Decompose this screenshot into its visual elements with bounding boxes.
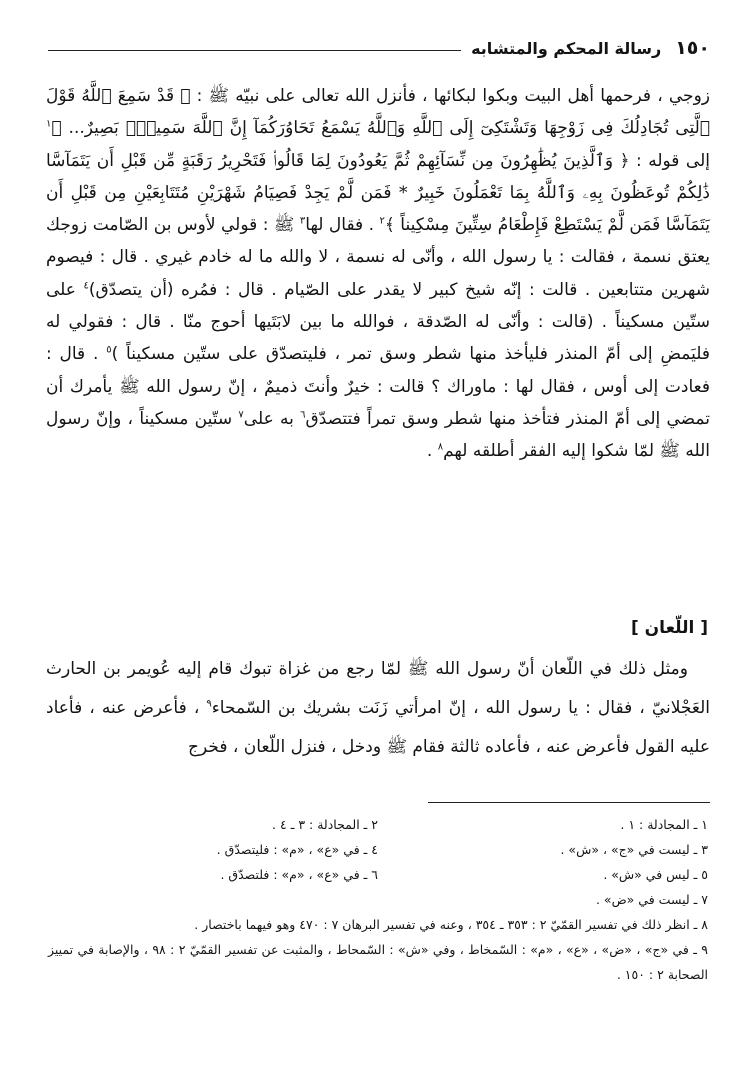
footnote-row bbox=[48, 812, 708, 837]
footnote-1: ١ ـ المجادلة : ١ . bbox=[620, 817, 708, 832]
footnote-ref: ٥ bbox=[106, 344, 112, 356]
footnote-ref: ٦ bbox=[300, 409, 306, 421]
quran-verse: ﴿ قَدْ سَمِعَ ٱللَّهُ قَوْلَ ٱلَّتِى تُجَادِلُكَ فِى زَوْجِهَا وَتَشْتَكِىٓ إِلَى ٱللَّهِ وَٱللَّهُ يَسْمَعُ تَحَاوُرَكُمَآ إِنَّ ٱللَّهَ سَمِيعٌۢ بَصِيرٌ... ﴾ bbox=[46, 86, 710, 139]
footnote-ref: ١ bbox=[46, 118, 52, 130]
section-heading: [ اللّعان ] bbox=[630, 618, 708, 638]
footnote-4: ٤ ـ في «ع» ، «م» : فليتصدّق . bbox=[216, 842, 378, 857]
header-rule bbox=[48, 50, 461, 51]
text-run: . قال : فعادت إلى أوس ، فقال لها : ماوراك ؟ قالت : خيرٌ وأنتَ ذميمٌ ، إنّ رسول الله ﷺ يأمرك أن تمضي إلى أمّ المنذر فتأخذ منها شطر وسق تمراً فتتصدّق bbox=[46, 344, 710, 429]
main-text-block bbox=[46, 80, 710, 468]
footnote-ref: ٤ bbox=[83, 280, 89, 292]
quran-verse: ﴿ وَٱلَّذِينَ يُظَٰهِرُونَ مِن نِّسَآئِهِمْ ثُمَّ يَعُودُونَ لِمَا قَالُوا۟ فَتَحْرِيرُ رَقَبَةٍ مِّن قَبْلِ أَن يَتَمَآسَّا ذَٰلِكُمْ تُوعَظُونَ بِهِۦ وَٱللَّهُ بِمَا تَعْمَلُونَ خَبِيرٌ * فَمَن لَّمْ يَجِدْ فَصِيَامُ شَهْرَيْنِ مُتَتَابِعَيْنِ مِن قَبْلِ أَن يَتَمَآسَّا فَمَن لَّمْ يَسْتَطِعْ فَإِطْعَامُ سِتِّينَ مِسْكِيناً ﴾ bbox=[46, 150, 710, 236]
lian-text-block bbox=[46, 650, 710, 767]
footnote-ref: ٣ bbox=[299, 215, 306, 227]
page-header bbox=[48, 36, 710, 60]
page-number: ١٥٠ bbox=[675, 37, 710, 59]
footnote-row bbox=[48, 862, 708, 887]
text-run: ﷺ : قولي لأوس بن الصّامت زوجك يعتق نسمة ، فقالت : يا رسول الله ، وأنّى له نسمة ، لا والله ما له خادم غيري . قال : فيصوم شهرين متتابعين . قالت : إنّه شيخ كبير لا يقدر على الصّيام . قال : فمُره (أن يتصدّق) bbox=[46, 215, 710, 300]
footnote-ref: ٨ bbox=[437, 441, 444, 453]
footnote-8: ٨ ـ انظر ذلك في تفسير القمّيّ ٢ : ٣٥٣ ـ ٣٥٤ ، وعنه في تفسير البرهان ٧ : ٤٧٠ وهو فيهما باختصار . bbox=[194, 917, 708, 932]
text-run: ، فأعرض عنه ، فأعاد عليه القول فأعرض عنه ، فأعاده ثالثة فقام ﷺ ودخل ، فنزل اللّعان ، فخرج bbox=[46, 698, 710, 757]
footnote-separator bbox=[428, 802, 710, 803]
footnote-ref: ٢ bbox=[379, 215, 385, 227]
text-run: . bbox=[426, 441, 438, 462]
text-run: به على bbox=[243, 408, 301, 429]
footnote-ref: ٧ bbox=[238, 409, 244, 421]
footnote-2: ٢ ـ المجادلة : ٣ ـ ٤ . bbox=[272, 817, 378, 832]
text-run: ستّين مسكيناً ، وإنّ رسول الله ﷺ لمّا شكوا إليه الفقر أطلقه لهم bbox=[46, 408, 710, 462]
footnotes bbox=[48, 812, 708, 987]
text-run: . فقال لها bbox=[305, 215, 380, 236]
footnote-9: ٩ ـ في «ج» ، «ض» ، «ع» ، «م» : السّمخاط ، وفي «ش» : السّمحاط ، والمثبت عن تفسير القمّيّ ٢ : ٩٨ ، والإصابة في تمييز الصحابة ٢ : ١٥٠ . bbox=[48, 942, 708, 982]
running-title: رسالة المحكم والمتشابه bbox=[471, 38, 662, 58]
footnote-row bbox=[48, 837, 708, 862]
text-run: إلى قوله : bbox=[629, 150, 710, 171]
footnote-5: ٥ ـ ليس في «ش» . bbox=[603, 867, 708, 882]
text-run: على ستّين مسكيناً . (قالت : وأنّى له الصّدقة ، فوالله ما بين لابَتَيها أحوج منّا . قال : فقولي له فليَمضِ إلى أمّ المنذر فليأخذ منها شطر وسق تمر ، فليتصدّق على ستّين مسكيناً ) bbox=[46, 279, 710, 365]
footnote-7: ٧ ـ ليست في «ض» . bbox=[595, 892, 708, 907]
footnote-ref: ٩ bbox=[206, 698, 212, 710]
paragraph-zihar bbox=[46, 80, 710, 468]
text-run: ومثل ذلك في اللّعان أنّ رسول الله ﷺ لمّا رجع من غزاة تبوك قام إليه عُويمر بن الحارث العَجْلانيّ ، فقال : يا رسول الله ، إنّ امرأتي زَنَت بشريك بن السّمحاء bbox=[46, 659, 710, 718]
paragraph-lian bbox=[46, 650, 710, 767]
text-run: زوجي ، فرحمها أهل البيت وبكوا لبكائها ، فأنزل الله تعالى على نبيّه ﷺ : bbox=[190, 86, 710, 106]
footnote-6: ٦ ـ في «ع» ، «م» : فلتصدّق . bbox=[220, 867, 378, 882]
footnote-3: ٣ ـ ليست في «ج» ، «ش» . bbox=[560, 842, 708, 857]
